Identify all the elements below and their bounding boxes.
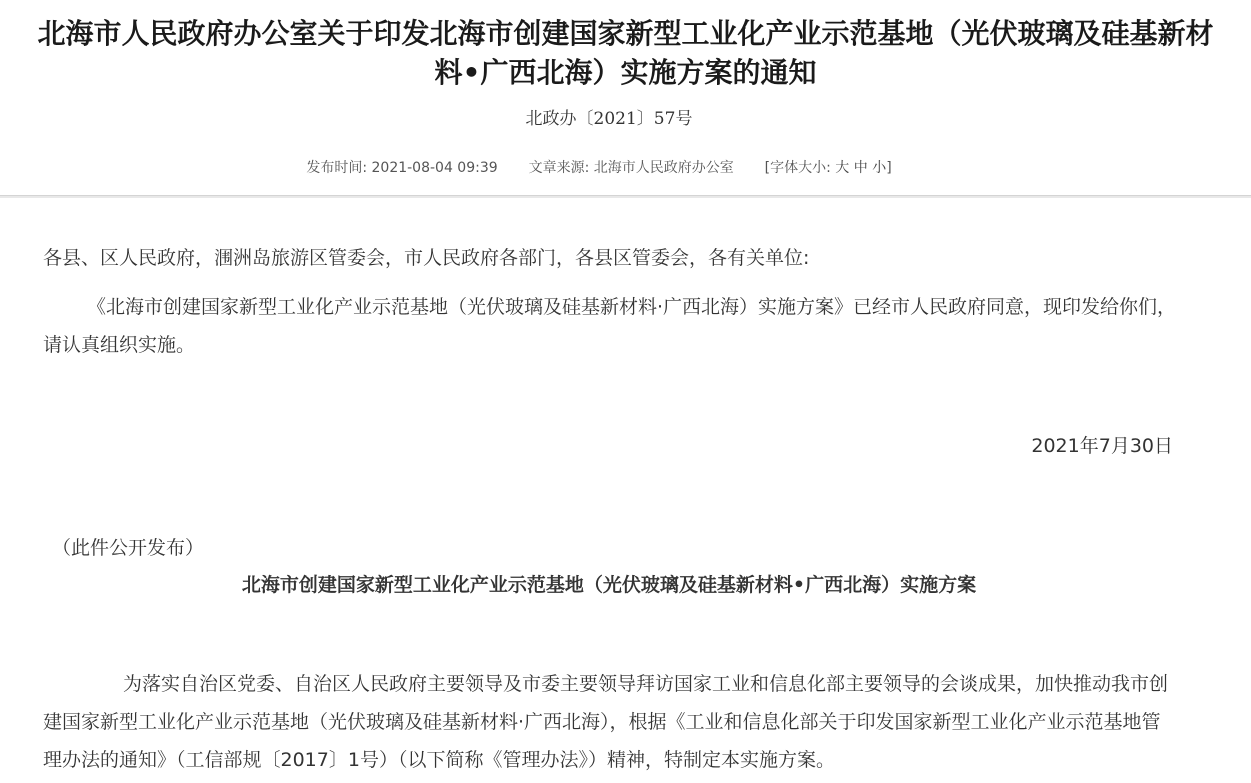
font-size-large-link[interactable]: 大 — [835, 160, 850, 176]
publish-time: 2021-08-04 09:39 — [371, 160, 498, 176]
body-paragraph-1: 《北海市创建国家新型工业化产业示范基地（光伏玻璃及硅基新材料·广西北海）实施方案》已经市人民政府同意，现印发给你们，请认真组织实施。 — [43, 296, 1177, 356]
source-label: 文章来源: — [528, 160, 590, 176]
salutation: 各县、区人民政府，涠洲岛旅游区管委会，市人民政府各部门，各县区管委会，各有关单位: — [43, 247, 810, 269]
source: 北海市人民政府办公室 — [593, 160, 734, 176]
plan-title: 北海市创建国家新型工业化产业示范基地（光伏玻璃及硅基新材料•广西北海）实施方案 — [241, 574, 977, 596]
body-paragraph-2: 为落实自治区党委、自治区人民政府主要领导及市委主要领导拜访国家工业和信息化部主要领导的会谈成果，加快推动我市创建国家新型工业化产业示范基地（光伏玻璃及硅基新材料·广西北海），根据《工业和信息化部关于印发国家新型工业化产业示范基地管理办法的通知》（工信部规〔2017〕1号）（以下简称《管理办法》）精神，特制定本实施方案。 — [43, 673, 1169, 771]
article-meta — [0, 157, 1198, 177]
font-size-bracket-close: ] — [886, 160, 892, 176]
font-size-medium-link[interactable]: 中 — [853, 160, 868, 176]
publish-time-label: 发布时间: — [306, 160, 368, 176]
issue-date: 2021年7月30日 — [1031, 435, 1173, 457]
public-release-note: （此件公开发布） — [52, 537, 205, 559]
font-size-small-link[interactable]: 小 — [872, 160, 887, 176]
document-number: 北政办〔2021〕57号 — [525, 109, 693, 129]
font-size-label: [字体大小: — [764, 160, 831, 176]
header-divider — [0, 195, 1251, 198]
page-title: 北海市人民政府办公室关于印发北海市创建国家新型工业化产业示范基地（光伏玻璃及硅基新材料•广西北海）实施方案的通知 — [37, 17, 1214, 89]
